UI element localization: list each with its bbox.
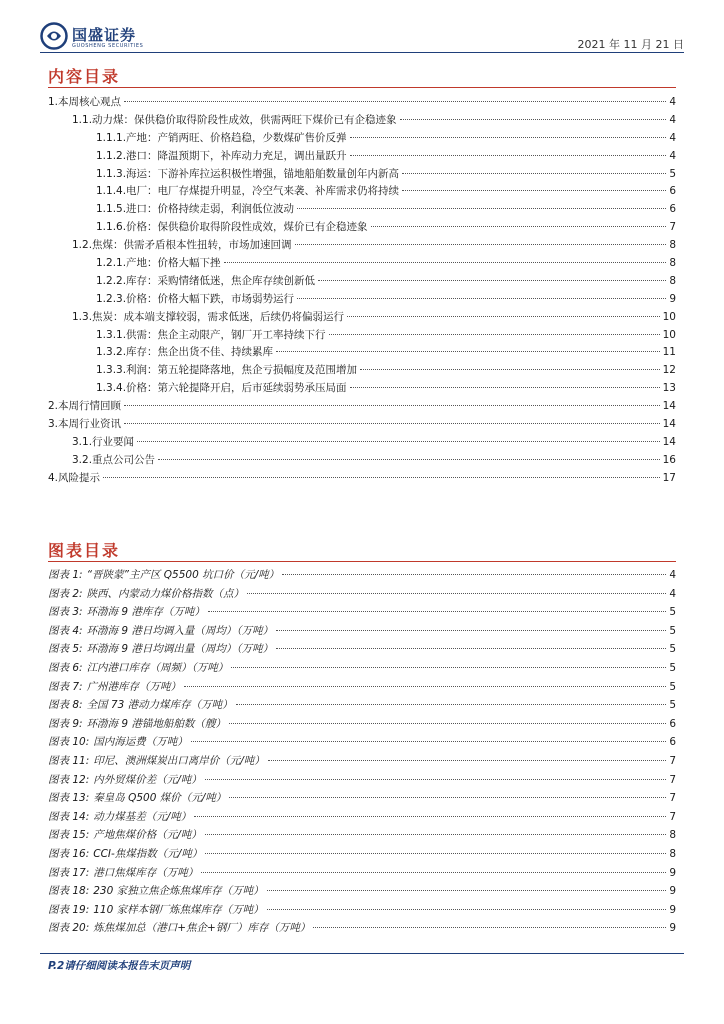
figure-entry[interactable] (48, 697, 676, 716)
figure-entry[interactable] (48, 641, 676, 660)
toc-entry[interactable] (48, 416, 676, 434)
dot-leader (124, 405, 660, 406)
toc-entry-label: 1.1.6.价格：保供稳价取得阶段性成效，煤价已有企稳迹象 (96, 221, 368, 234)
toc-entry[interactable] (48, 255, 676, 273)
figure-entry-number: 图表 2: (48, 587, 83, 600)
dot-leader (124, 101, 666, 102)
toc-title-divider (48, 87, 676, 88)
dot-leader (191, 741, 667, 742)
page-header (0, 0, 724, 56)
figure-entry-number: 图表 13: (48, 792, 90, 805)
dot-leader (313, 927, 666, 928)
toc-entry-label: 2.本周行情回顾 (48, 400, 122, 413)
toc-entry-page: 4 (669, 113, 676, 126)
toc-entry-label: 4.风险提示 (48, 471, 101, 484)
toc-entry-page: 9 (669, 292, 676, 305)
toc-entry[interactable] (48, 380, 676, 398)
header-divider (40, 52, 684, 53)
figure-entry-title: 全国 73 港动力煤库存（万吨） (86, 699, 233, 712)
figure-entry-page: 9 (669, 922, 676, 935)
figure-entry[interactable] (48, 920, 676, 939)
figure-entry-title: 230 家独立焦企炼焦煤库存（万吨） (93, 885, 264, 898)
dot-leader (350, 155, 667, 156)
figure-entry-page: 4 (669, 587, 676, 600)
figure-entry-page: 5 (669, 643, 676, 656)
figure-entry-title: 环渤海 9 港日均调出量（周均）（万吨） (86, 643, 274, 656)
figure-entry-number: 图表 10: (48, 736, 90, 749)
dot-leader (103, 477, 660, 478)
toc-entry-label: 1.3.2.库存：焦企出货不佳、持续累库 (96, 346, 274, 359)
dot-leader (231, 667, 666, 668)
toc-entry-label: 3.2.重点公司公告 (72, 453, 156, 466)
dot-leader (224, 262, 667, 263)
figure-entry-page: 5 (669, 680, 676, 693)
dot-leader (268, 760, 667, 761)
dot-leader (400, 119, 667, 120)
figure-entry-page: 7 (669, 792, 676, 805)
figure-entry-page: 5 (669, 624, 676, 637)
figure-entry-title: 产地焦煤价格（元/吨） (93, 829, 202, 842)
figure-entry-page: 8 (669, 829, 676, 842)
dot-leader (350, 137, 667, 138)
toc-entry[interactable] (48, 291, 676, 309)
figure-entry-title: 环渤海 9 港库存（万吨） (86, 606, 205, 619)
toc-entry-page: 4 (669, 131, 676, 144)
toc-entry-label: 1.1.3.海运：下游补库拉运积极性增强，锚地船舶数量创年内新高 (96, 167, 400, 180)
toc-entry-label: 1.3.焦炭：成本端支撑较弱，需求低迷，后续仍将偏弱运行 (72, 310, 345, 323)
figure-entry[interactable] (48, 846, 676, 865)
figure-entry-page: 9 (669, 885, 676, 898)
figures-title: 图表目录 (48, 541, 121, 560)
dot-leader (350, 387, 660, 388)
toc-entry[interactable] (48, 94, 676, 112)
figure-entry-number: 图表 1: (48, 569, 83, 581)
figure-entry-number: 图表 7: (48, 680, 83, 693)
figure-entry-page: 5 (669, 606, 676, 619)
list-of-figures (48, 567, 676, 939)
dot-leader (402, 173, 666, 174)
figure-entry-title: “晋陕蒙”主产区 Q5500 坑口价（元/吨） (86, 569, 280, 581)
logo-brand-text: 国盛证券 (72, 26, 137, 44)
toc-entry[interactable] (48, 201, 676, 219)
toc-entry[interactable] (48, 166, 676, 184)
dot-leader (194, 816, 666, 817)
figure-entry[interactable] (48, 604, 676, 623)
figure-entry-page: 9 (669, 903, 676, 916)
dot-leader (295, 244, 667, 245)
dot-leader (236, 704, 667, 705)
logo-icon (40, 22, 68, 50)
logo-brand-subtext: GUOSHENG SECURITIES (72, 43, 144, 49)
toc-entry-label: 1.2.3.价格：价格大幅下跌，市场弱势运行 (96, 292, 295, 305)
figure-entry[interactable] (48, 660, 676, 679)
toc-entry-page: 4 (669, 149, 676, 162)
toc-entry[interactable] (48, 398, 676, 416)
toc-entry[interactable] (48, 219, 676, 237)
figure-entry-number: 图表 3: (48, 606, 83, 619)
dot-leader (124, 423, 660, 424)
figure-entry[interactable] (48, 772, 676, 791)
toc-entry[interactable] (48, 273, 676, 291)
figure-entry[interactable] (48, 679, 676, 698)
dot-leader (402, 190, 666, 191)
toc-entry-page: 4 (669, 96, 676, 108)
figure-entry-page: 6 (669, 717, 676, 730)
figure-entry-page: 4 (669, 569, 676, 581)
figure-entry[interactable] (48, 623, 676, 642)
toc-entry-page: 8 (669, 274, 676, 287)
figure-entry-number: 图表 5: (48, 643, 83, 656)
figure-entry[interactable] (48, 716, 676, 735)
figure-entry-number: 图表 14: (48, 810, 90, 823)
figure-entry-title: 秦皇岛 Q500 煤价（元/吨） (93, 792, 227, 805)
figure-entry-number: 图表 8: (48, 699, 83, 712)
toc-entry[interactable] (48, 112, 676, 130)
toc-entry-label: 1.3.3.利润：第五轮提降落地，焦企亏损幅度及范围增加 (96, 364, 358, 377)
dot-leader (297, 208, 666, 209)
toc-entry[interactable] (48, 148, 676, 166)
table-of-contents (48, 94, 676, 488)
dot-leader (371, 226, 667, 227)
dot-leader (137, 441, 660, 442)
toc-entry-page: 8 (669, 239, 676, 252)
toc-entry-page: 7 (669, 221, 676, 234)
toc-entry-label: 1.2.1.产地：价格大幅下挫 (96, 257, 221, 270)
figure-entry[interactable] (48, 567, 676, 586)
footer-divider (40, 953, 684, 954)
toc-entry[interactable] (48, 183, 676, 201)
dot-leader (276, 630, 666, 631)
figure-entry-title: 环渤海 9 港日均调入量（周均）（万吨） (86, 624, 274, 637)
figure-entry-title: 陕西、内蒙动力煤价格指数（点） (86, 587, 245, 600)
figure-entry[interactable] (48, 734, 676, 753)
toc-entry-page: 12 (662, 364, 676, 377)
toc-entry[interactable] (48, 237, 676, 255)
dot-leader (276, 648, 666, 649)
figure-entry-title: 内外贸煤价差（元/吨） (93, 773, 202, 786)
figures-title-divider (48, 561, 676, 562)
toc-entry-label: 1.3.1.供需：焦企主动限产，钢厂开工率持续下行 (96, 328, 326, 341)
toc-entry-label: 1.1.动力煤：保供稳价取得阶段性成效，供需两旺下煤价已有企稳迹象 (72, 113, 397, 126)
figure-entry[interactable] (48, 883, 676, 902)
dot-leader (229, 797, 666, 798)
toc-entry-label: 1.1.4.电厂：电厂存煤提升明显，冷空气来袭、补库需求仍将持续 (96, 185, 400, 198)
figure-entry[interactable] (48, 790, 676, 809)
toc-entry-page: 13 (662, 382, 676, 395)
dot-leader (282, 574, 666, 575)
toc-entry-page: 5 (669, 167, 676, 180)
figure-entry[interactable] (48, 753, 676, 772)
toc-entry-page: 8 (669, 257, 676, 270)
figure-entry-title: 印尼、澳洲煤炭出口离岸价（元/吨） (93, 754, 265, 767)
dot-leader (276, 351, 660, 352)
figure-entry-number: 图表 15: (48, 829, 90, 842)
dot-leader (184, 686, 666, 687)
figure-entry[interactable] (48, 902, 676, 921)
figure-entry-title: 动力煤基差（元/吨） (93, 810, 192, 823)
toc-entry-page: 11 (662, 346, 676, 359)
dot-leader (208, 611, 666, 612)
dot-leader (297, 298, 666, 299)
figure-entry-number: 图表 12: (48, 773, 90, 786)
toc-entry-label: 3.本周行业资讯 (48, 418, 122, 431)
figure-entry-number: 图表 17: (48, 866, 90, 879)
figure-entry-title: 港口焦煤库存（万吨） (93, 866, 199, 879)
figure-entry-number: 图表 19: (48, 903, 90, 916)
page-footer: P.2请仔细阅读本报告末页声明 (48, 960, 191, 972)
figure-entry-page: 7 (669, 773, 676, 786)
dot-leader (329, 334, 660, 335)
dot-leader (158, 459, 660, 460)
figure-entry-page: 7 (669, 754, 676, 767)
figure-entry-page: 5 (669, 661, 676, 674)
toc-entry-page: 14 (662, 418, 676, 431)
toc-entry-label: 1.2.焦煤：供需矛盾根本性扭转，市场加速回调 (72, 239, 292, 252)
figure-entry-title: 110 家样本钢厂炼焦煤库存（万吨） (93, 903, 264, 916)
toc-entry-page: 6 (669, 203, 676, 216)
figure-entry-page: 5 (669, 699, 676, 712)
figure-entry-title: 国内海运费（万吨） (93, 736, 188, 749)
figure-entry-number: 图表 18: (48, 885, 90, 898)
dot-leader (201, 872, 666, 873)
toc-entry-page: 10 (662, 328, 676, 341)
toc-entry-page: 14 (662, 435, 676, 448)
toc-entry-page: 16 (662, 453, 676, 466)
toc-entry-page: 17 (662, 471, 676, 484)
dot-leader (318, 280, 666, 281)
dot-leader (205, 834, 667, 835)
toc-entry-label: 3.1.行业要闻 (72, 435, 135, 448)
figure-entry-title: 江内港口库存（周频）（万吨） (86, 661, 229, 674)
figure-entry-number: 图表 4: (48, 624, 83, 637)
toc-entry[interactable] (48, 452, 676, 470)
figure-entry-number: 图表 9: (48, 717, 83, 730)
toc-entry-label: 1.1.2.港口：降温预期下，补库动力充足，调出量跃升 (96, 149, 347, 162)
report-date: 2021 年 11 月 21 日 (577, 38, 684, 51)
company-logo (40, 22, 150, 52)
toc-entry-label: 1.1.1.产地：产销两旺、价格趋稳，少数煤矿售价反弹 (96, 131, 347, 144)
toc-entry-label: 1.2.2.库存：采购情绪低迷，焦企库存续创新低 (96, 274, 316, 287)
figure-entry-page: 8 (669, 847, 676, 860)
toc-entry-label: 1.本周核心观点 (48, 96, 122, 108)
toc-entry-label: 1.1.5.进口：价格持续走弱，利润低位波动 (96, 203, 295, 216)
figure-entry-title: 环渤海 9 港锚地船舶数（艘） (86, 717, 226, 730)
figure-entry-number: 图表 11: (48, 754, 90, 767)
toc-title: 内容目录 (48, 67, 121, 86)
figure-entry[interactable] (48, 809, 676, 828)
toc-entry[interactable] (48, 344, 676, 362)
toc-entry[interactable] (48, 362, 676, 380)
dot-leader (267, 890, 667, 891)
figure-entry[interactable] (48, 827, 676, 846)
figure-entry-page: 9 (669, 866, 676, 879)
toc-entry-page: 6 (669, 185, 676, 198)
toc-entry[interactable] (48, 309, 676, 327)
dot-leader (247, 593, 666, 594)
dot-leader (229, 723, 666, 724)
toc-entry[interactable] (48, 130, 676, 148)
figure-entry-number: 图表 6: (48, 661, 83, 674)
toc-entry-page: 10 (662, 310, 676, 323)
toc-entry[interactable] (48, 434, 676, 452)
figure-entry[interactable] (48, 586, 676, 605)
figure-entry[interactable] (48, 865, 676, 884)
dot-leader (347, 316, 660, 317)
toc-entry[interactable] (48, 470, 676, 488)
dot-leader (267, 909, 667, 910)
toc-entry-label: 1.3.4.价格：第六轮提降开启，后市延续弱势承压局面 (96, 382, 347, 395)
figure-entry-page: 7 (669, 810, 676, 823)
figure-entry-number: 图表 20: (48, 922, 90, 935)
toc-entry-page: 14 (662, 400, 676, 413)
figure-entry-page: 6 (669, 736, 676, 749)
dot-leader (360, 369, 660, 370)
toc-entry[interactable] (48, 327, 676, 345)
figure-entry-title: 广州港库存（万吨） (86, 680, 182, 693)
figure-entry-title: CCI-焦煤指数（元/吨） (93, 847, 203, 860)
dot-leader (205, 779, 667, 780)
figure-entry-number: 图表 16: (48, 847, 90, 860)
figure-entry-title: 炼焦煤加总（港口+焦企+钢厂）库存（万吨） (93, 922, 311, 935)
dot-leader (205, 853, 666, 854)
